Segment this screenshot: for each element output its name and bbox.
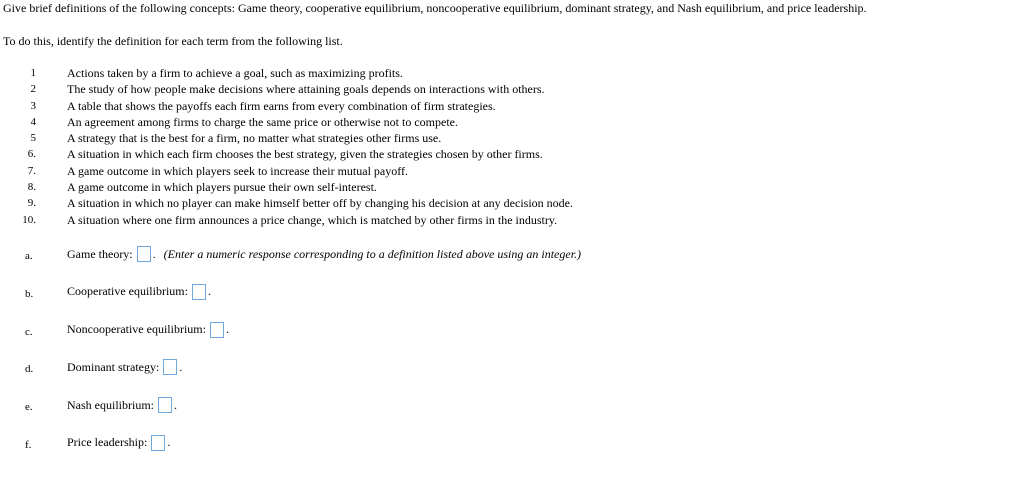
definition-item [0, 213, 1035, 229]
definition-number: 3 [30, 99, 36, 112]
answer-letter: f. [25, 438, 32, 451]
definition-text: A game outcome in which players seek to increase their mutual payoff. [67, 163, 409, 178]
answer-item-noncooperative-equilibrium [0, 320, 1035, 358]
definition-text: Actions taken by a firm to achieve a goal, such as maximizing profits. [67, 66, 403, 80]
definition-text: A situation in which each firm chooses the best strategy, given the strategies chosen by other firms. [67, 147, 543, 162]
answer-period: . [207, 284, 211, 299]
definition-text: A table that shows the payoffs each firm earns from every combination of firm strategies. [67, 98, 496, 113]
definition-text: A situation where one firm announces a price change, which is matched by other firms in the industry. [67, 212, 558, 227]
nash-equilibrium-input[interactable] [158, 397, 172, 413]
definition-item [0, 196, 1035, 212]
question-instruction: To do this, identify the definition for each term from the following list. [3, 34, 343, 48]
answer-letter: d. [25, 363, 34, 376]
price-leadership-input[interactable] [151, 435, 165, 451]
definition-number: 8. [27, 181, 36, 194]
definition-item [0, 66, 1035, 82]
answer-period: . [152, 246, 156, 261]
answer-period: . [179, 359, 183, 374]
answer-label: Dominant strategy: [67, 359, 160, 374]
answer-period: . [225, 322, 229, 337]
answer-label: Noncooperative equilibrium: [67, 322, 206, 337]
answer-period: . [167, 435, 171, 450]
game-theory-input[interactable] [137, 246, 151, 262]
answer-letter: b. [25, 287, 34, 300]
answer-item-game-theory [0, 244, 1035, 282]
definition-text: A situation in which no player can make himself better off by changing his decision at any decision node. [67, 196, 573, 211]
question-intro: Give brief definitions of the following concepts: Game theory, cooperative equilibrium, noncooperative equilibrium, dominant strategy, and Nash equilibrium, and price leadership. [3, 1, 867, 15]
answer-label: Nash equilibrium: [67, 397, 154, 412]
answer-hint: (Enter a numeric response corresponding to a definition listed above using an integer.) [163, 246, 582, 261]
answer-item-nash-equilibrium [0, 395, 1035, 433]
definition-item [0, 180, 1035, 196]
noncooperative-equilibrium-input[interactable] [210, 322, 224, 338]
definition-item [0, 115, 1035, 131]
definition-number: 1 [30, 67, 36, 79]
answer-item-dominant-strategy [0, 357, 1035, 395]
definition-number: 10. [22, 213, 36, 226]
definition-item [0, 82, 1035, 98]
definition-item [0, 164, 1035, 180]
definition-text: A strategy that is the best for a firm, no matter what strategies other firms use. [67, 131, 442, 146]
definition-text: An agreement among firms to charge the same price or otherwise not to compete. [67, 114, 458, 129]
answer-letter: c. [25, 325, 33, 338]
definition-text: The study of how people make decisions where attaining goals depends on interactions with others. [67, 82, 545, 97]
definition-number: 6. [27, 148, 36, 161]
answer-letter: e. [25, 401, 33, 414]
answer-list [0, 244, 1035, 471]
definition-item [0, 131, 1035, 147]
answer-label: Price leadership: [67, 435, 148, 450]
definition-item [0, 147, 1035, 163]
cooperative-equilibrium-input[interactable] [192, 284, 206, 300]
answer-item-price-leadership [0, 433, 1035, 471]
definition-item [0, 99, 1035, 115]
answer-period: . [174, 397, 177, 412]
answer-label: Cooperative equilibrium: [67, 284, 188, 299]
definition-number: 5 [30, 132, 36, 145]
definition-text: A game outcome in which players pursue their own self-interest. [67, 180, 377, 195]
definition-list [0, 66, 1035, 229]
definition-number: 4 [30, 115, 36, 128]
answer-item-cooperative-equilibrium [0, 282, 1035, 320]
definition-number: 7. [27, 164, 36, 177]
answer-letter: a. [25, 250, 33, 262]
definition-number: 2 [30, 83, 36, 96]
definition-number: 9. [27, 197, 36, 210]
answer-label: Game theory: [67, 246, 133, 261]
dominant-strategy-input[interactable] [163, 359, 177, 375]
